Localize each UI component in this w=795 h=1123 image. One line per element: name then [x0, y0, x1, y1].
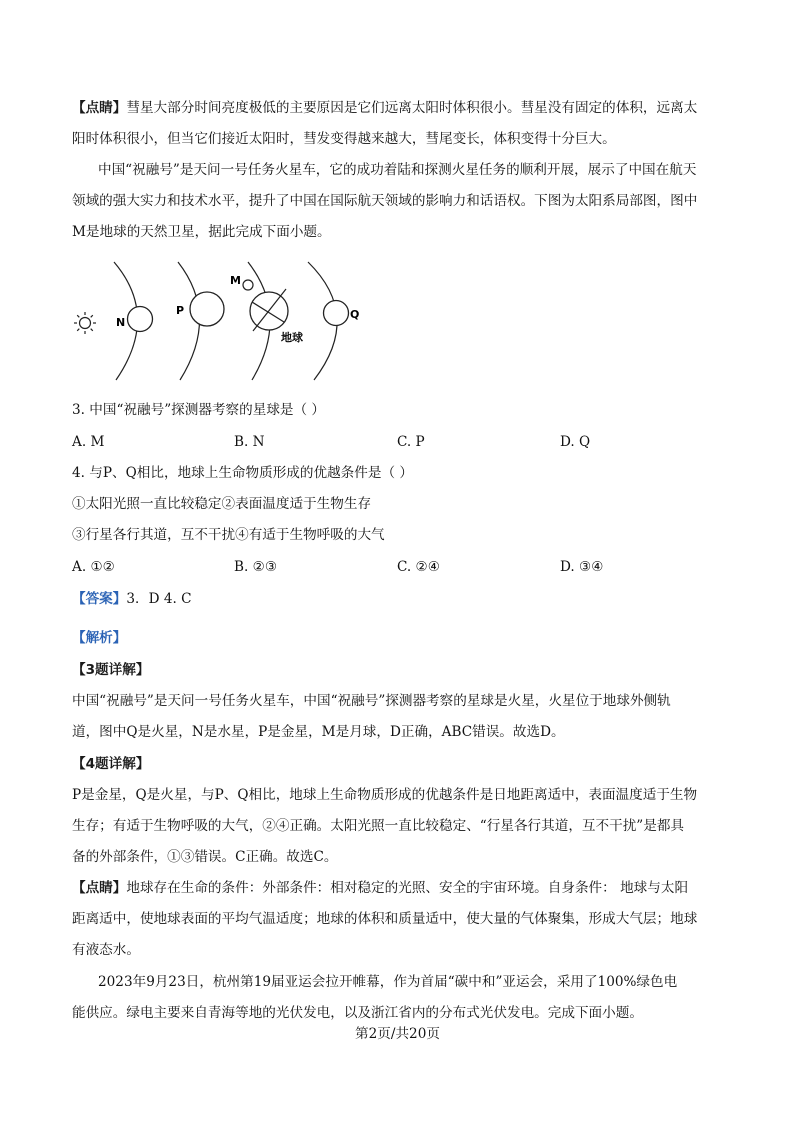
planet-q — [324, 301, 349, 326]
material-line: 2023年9月23日，杭州第19届亚运会拉开帷幕，作为首届“碳中和”亚运会，采用了100%绿色电 — [98, 974, 678, 990]
detail-4-line: 生存；有适于生物呼吸的大气，②④正确。太阳光照一直比较稳定、“行星各行其道，互不干扰”是都具 — [72, 818, 685, 834]
label-m: M — [230, 274, 241, 287]
paragraph-text: 彗星大部分时间亮度极低的主要原因是它们远离太阳时体积很小。彗星没有固定的体积，远离太 — [126, 100, 698, 116]
page-footer: 第2页/共20页 — [355, 1026, 440, 1042]
material-line: 能供应。绿电主要来自青海等地的光伏发电，以及浙江省内的分布式光伏发电。完成下面小题。 — [72, 1005, 643, 1021]
material-line: 领域的强大实力和技术水平，提升了中国在国际航天领域的影响力和话语权。下图为太阳系局部图，图中 — [72, 193, 698, 209]
material-line: 中国“祝融号”是天问一号任务火星车，它的成功着陆和探测火星任务的顺利开展，展示了中国在航天 — [98, 162, 697, 178]
q4-option-a: A. ①② — [72, 559, 115, 575]
label-p: P — [176, 304, 185, 317]
q4-option-c: C. ②④ — [397, 559, 440, 575]
detail-3-tag: 【3题详解】 — [72, 662, 150, 678]
detail-3-line: 中国“祝融号”是天问一号任务火星车，中国“祝融号”探测器考察的星球是火星，火星位于地球外侧轨 — [72, 693, 671, 709]
detail-4-line: 备的外部条件，①③错误。C正确。故选C。 — [72, 849, 338, 865]
answer-line — [72, 589, 192, 609]
q3-option-b: B. N — [234, 434, 265, 450]
moon-m — [243, 280, 253, 290]
planet-earth — [250, 289, 288, 331]
comment-tag: 【点睛】 — [72, 100, 127, 116]
analysis-heading — [72, 628, 126, 648]
planet-p — [190, 292, 224, 326]
material-line: M是地球的天然卫星，据此完成下面小题。 — [72, 224, 331, 240]
comment-paragraph-2 — [72, 878, 688, 898]
detail-3-line: 道，图中Q是火星，N是水星，P是金星，M是月球，D正确，ABC错误。故选D。 — [72, 724, 565, 740]
answer-text: 3．D 4. C — [126, 591, 192, 607]
q3-option-d: D. Q — [560, 434, 591, 450]
label-q: Q — [350, 308, 360, 321]
comment-tag: 【点睛】 — [72, 880, 127, 896]
paragraph-text: 阳时体积很小，但当它们接近太阳时，彗发变得越来越大，彗尾变长，体积变得十分巨大。 — [72, 131, 616, 147]
solar-system-diagram — [68, 256, 388, 386]
q4-option-b: B. ②③ — [234, 559, 278, 575]
paragraph-text: 地球存在生命的条件：外部条件：相对稳定的光照、安全的宇宙环境。自身条件： 地球与太阳 — [126, 880, 689, 896]
label-n: N — [116, 316, 126, 329]
q4-statement-line: ①太阳光照一直比较稳定②表面温度适于生物生存 — [72, 496, 372, 512]
question-4-stem: 4. 与P、Q相比，地球上生命物质形成的优越条件是（ ） — [72, 465, 413, 481]
paragraph-text: 有液态水。 — [72, 942, 140, 958]
q4-option-d: D. ③④ — [560, 559, 604, 575]
planet-n — [128, 307, 153, 332]
label-earth: 地球 — [281, 331, 303, 344]
answer-tag: 【答案】 — [72, 591, 127, 607]
q3-option-c: C. P — [397, 434, 425, 450]
detail-3-heading — [72, 660, 149, 680]
detail-4-heading — [72, 754, 149, 774]
question-3-stem: 3. 中国“祝融号”探测器考察的星球是（ ） — [72, 402, 326, 418]
comment-paragraph-1 — [72, 98, 697, 118]
q4-statement-line: ③行星各行其道，互不干扰④有适于生物呼吸的大气 — [72, 527, 385, 543]
detail-4-tag: 【4题详解】 — [72, 756, 150, 772]
analysis-tag: 【解析】 — [72, 630, 127, 646]
q3-option-a: A. M — [72, 434, 105, 450]
paragraph-text: 距离适中，使地球表面的平均气温适度；地球的体积和质量适中，使大量的气体聚集，形成大气层；地球 — [72, 911, 698, 927]
sun-icon — [74, 312, 96, 334]
detail-4-line: P是金星，Q是火星，与P、Q相比，地球上生命物质形成的优越条件是日地距离适中，表面温度适于生物 — [72, 787, 698, 803]
